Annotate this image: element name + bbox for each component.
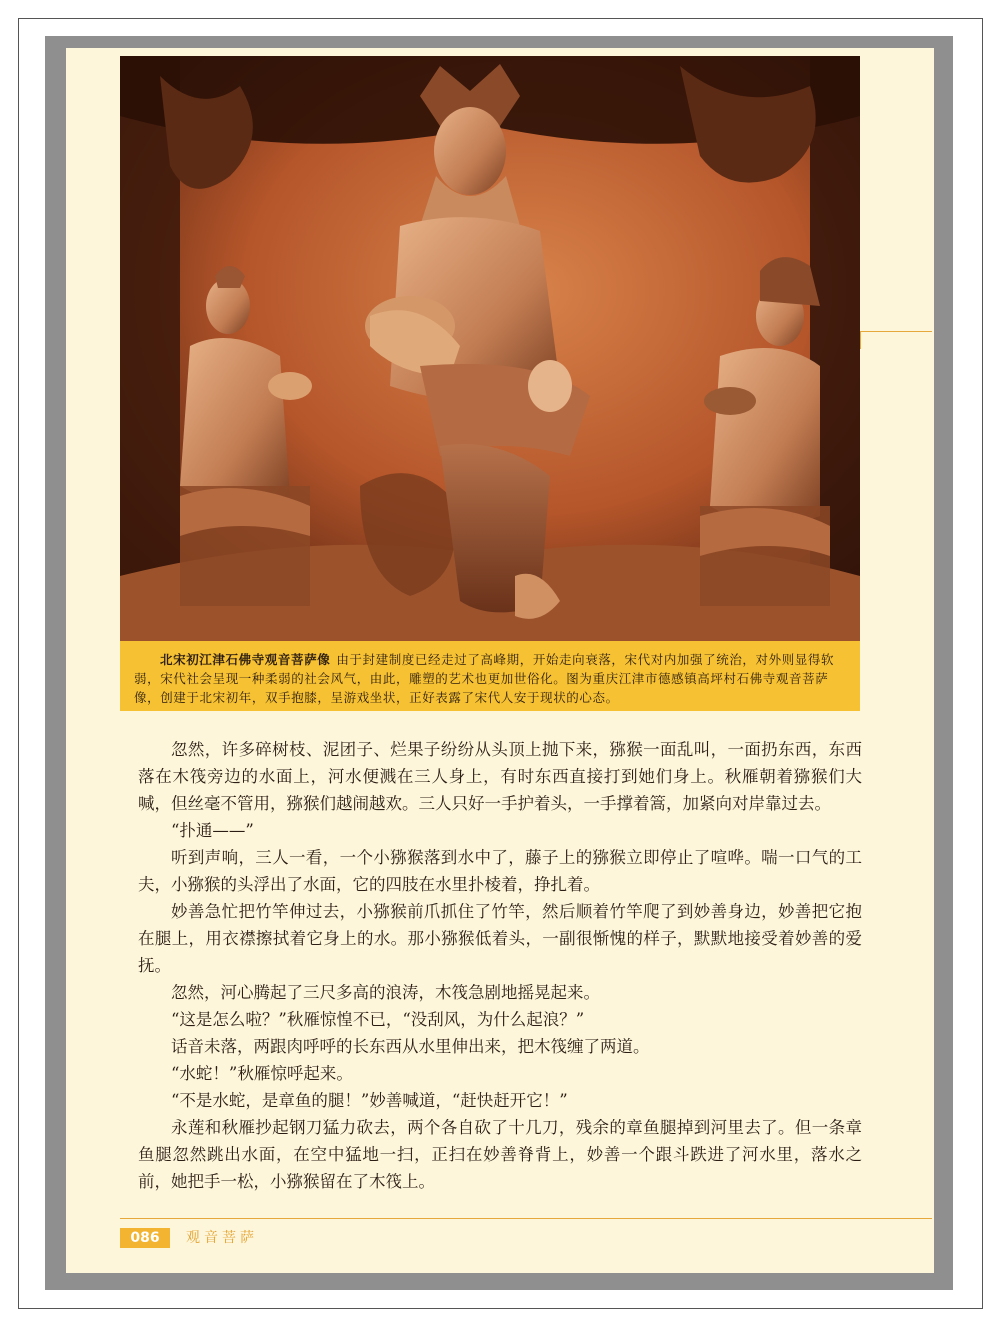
paragraph: 永莲和秋雁抄起钢刀猛力砍去，两个各自砍了十几刀，残余的章鱼腿掉到河里去了。但一条章鱼腿忽然跳出水面，在空中猛地一扫，正扫在妙善脊背上，妙善一个跟斗跌进了河水里，落水之前，她把手一松，小猕猴留在了木筏上。 [138, 1118, 862, 1191]
paragraph: 听到声响，三人一看，一个小猕猴落到水中了，藤子上的猕猴立即停止了喧哗。喘一口气的工夫，小猕猴的头浮出了水面，它的四肢在水里扑棱着，挣扎着。 [138, 848, 862, 894]
paragraph: 忽然，许多碎树枝、泥团子、烂果子纷纷从头顶上抛下来，猕猴一面乱叫，一面扔东西，东西落在木筏旁边的水面上，河水便溅在三人身上，有时东西直接打到她们身上。秋雁朝着猕猴们大喊，但丝毫不管用，猕猴们越闹越欢。三人只好一手护着头，一手撑着篙，加紧向对岸靠过去。 [138, 740, 862, 813]
statue-photo [120, 56, 860, 641]
caption-text: 由于封建制度已经走过了高峰期，开始走向衰落，宋代对内加强了统治，对外则显得软弱，宋代社会呈现一种柔弱的社会风气，由此，雕塑的艺术也更加世俗化。图为重庆江津市德感镇高坪村石佛寺观音菩萨像，创建于北宋初年，双手抱膝，呈游戏坐状，正好表露了宋代人安于现状的心态。 [134, 652, 835, 705]
accent-line [860, 331, 932, 332]
photo-caption [120, 641, 860, 711]
paragraph: 妙善急忙把竹竿伸过去，小猕猴前爪抓住了竹竿，然后顺着竹竿爬了到妙善身边，妙善把它抱在腿上，用衣襟擦拭着它身上的水。那小猕猴低着头，一副很惭愧的样子，默默地接受着妙善的爱抚。 [138, 902, 862, 975]
paragraph: 忽然，河心腾起了三尺多高的浪涛，木筏急剧地摇晃起来。 [171, 983, 600, 1002]
paragraph: “这是怎么啦？”秋雁惊惶不已，“没刮风，为什么起浪？” [171, 1010, 585, 1029]
paragraph: 话音未落，两跟肉呼呼的长东西从水里伸出来，把木筏缠了两道。 [171, 1037, 650, 1056]
caption-title: 北宋初江津石佛寺观音菩萨像 [160, 652, 331, 667]
paragraph: “不是水蛇，是章鱼的腿！”妙善喊道，“赶快赶开它！” [171, 1091, 568, 1110]
accent-tick [860, 331, 861, 349]
footer-rule [120, 1218, 932, 1219]
running-title: 观音菩萨 [186, 1230, 258, 1246]
page-number: 086 [120, 1228, 170, 1248]
paragraph: “水蛇！”秋雁惊呼起来。 [171, 1064, 353, 1083]
story-text [138, 736, 862, 1195]
paragraph: “扑通——” [171, 821, 254, 840]
stone-carved-guanyin-bodhisattva-statue-icon [120, 56, 860, 641]
